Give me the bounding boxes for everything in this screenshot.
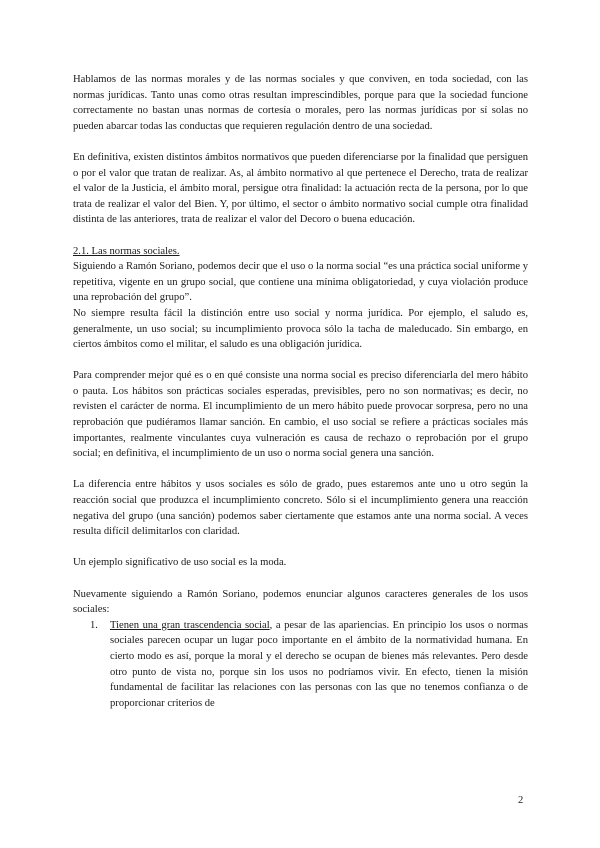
spacer bbox=[73, 228, 528, 244]
spacer bbox=[73, 134, 528, 150]
page-number: 2 bbox=[518, 795, 524, 806]
paragraph-ambitos-normativos: En definitiva, existen distintos ámbitos normativos que pueden diferenciarse por la finalidad que persiguen o por el valor que tratan de realizar. As, al ámbito normativo al que pertenece el Derecho, trata de realizar el valor de la Justicia, el ámbito moral, persigue otra finalidad: la actuación recta de la persona, por lo que trata de realizar el valor del Bien. Y, por último, el sector o ámbito normativo social cumple otra finalidad distinta de las anteriores, trata de realizar el valor del Decoro o buena educación. bbox=[73, 151, 528, 226]
paragraph-normas-morales-sociales: Hablamos de las normas morales y de las normas sociales y que conviven, en toda sociedad, con las normas jurídicas. Tanto unas como otras resultan imprescindibles, porque para que la sociedad funcione correctamente no bastan unas normas de cortesía o morales, pero las normas jurídicas por sí solas no pueden abarcar todas las conductas que requieren regulación dentro de una sociedad. bbox=[73, 74, 528, 132]
caracteres-list bbox=[73, 618, 528, 712]
paragraph-ejemplo-moda: Un ejemplo significativo de uso social es la moda. bbox=[73, 557, 287, 569]
paragraph-caracteres-intro: Nuevamente siguiendo a Ramón Soriano, podemos enunciar algunos caracteres generales de los usos sociales: bbox=[73, 588, 528, 616]
list-item-title: Tienen una gran trascendencia social bbox=[110, 619, 270, 631]
spacer bbox=[73, 462, 528, 478]
paragraph-definicion-soriano: Siguiendo a Ramón Soriano, podemos decir que el uso o la norma social “es una práctica social uniforme y repetitiva, vigente en un grupo social, que contiene una mínima obligatoriedad, y cuya violación produce una reprobación del grupo”. bbox=[73, 261, 528, 304]
list-item-number: 1. bbox=[90, 619, 98, 631]
section-heading: 2.1. Las normas sociales. bbox=[73, 245, 180, 257]
list-item-text: , a pesar de las apariencias. En principio los usos o normas sociales parecen ocupar un lugar poco importante en el ámbito de la normatividad humana. En cierto modo es así, porque la moral y el derecho se ocupan de bienes más relevantes. Pero desde otro punto de vista no, porque sin los usos no podríamos vivir. En efecto, tienen la misión fundamental de facilitar las relaciones con las personas con las que no tenemos confianza o de proporcionar criterios de bbox=[110, 619, 528, 709]
spacer bbox=[73, 571, 528, 587]
spacer bbox=[73, 353, 528, 369]
document-body bbox=[73, 72, 528, 711]
list-item-body bbox=[110, 618, 528, 712]
paragraph-habito-pauta: Para comprender mejor qué es o en qué consiste una norma social es preciso diferenciarla del mero hábito o pauta. Los hábitos son prácticas sociales esperadas, previsibles, pero no son normativas; es decir, no revisten el carácter de norma. El incumplimiento de un mero hábito puede provocar sorpresa, pero no una reprobación que pudiéramos llamar sanción. En cambio, el uso social se refiere a prácticas sociales más importantes, realmente vinculantes cuya vulneración es causa de rechazo o reprobación por el grupo social; en definitiva, el incumplimiento de un uso o norma social genera una sanción. bbox=[73, 370, 528, 460]
paragraph-diferencia-grado: La diferencia entre hábitos y usos sociales es sólo de grado, pues estaremos ante uno u otro según la reacción social que produzca el incumplimiento concreto. Sólo si el incumplimiento genera una reacción negativa del grupo (una sanción) podemos saber ciertamente que estamos ante una norma social. A veces resulta difícil delimitarlos con claridad. bbox=[73, 479, 528, 538]
list-item bbox=[90, 618, 528, 712]
spacer bbox=[73, 540, 528, 556]
paragraph-uso-social-vs-juridica: No siempre resulta fácil la distinción entre uso social y norma jurídica. Por ejemplo, el saludo es, generalmente, un uso social; su incumplimiento provoca sólo la tacha de maleducado. Sin embargo, en ciertos ámbitos como el militar, el saludo es una obligación jurídica. bbox=[73, 307, 528, 351]
